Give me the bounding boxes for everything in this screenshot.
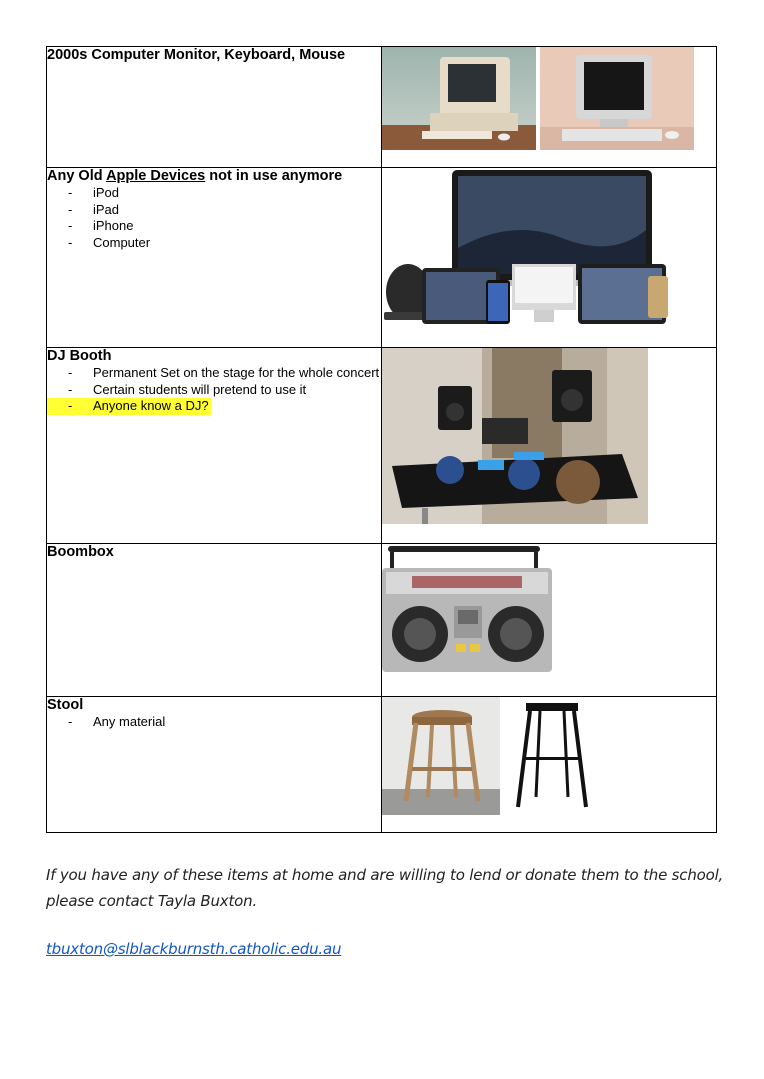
list-item xyxy=(47,382,381,399)
item-title-prefix: Any Old xyxy=(47,168,107,184)
item-title-underlined: Apple Devices xyxy=(106,168,206,184)
bullet-list xyxy=(47,185,381,251)
item-image-cell xyxy=(382,348,717,544)
item-image-cell xyxy=(382,47,717,168)
bullet-text: iPhone xyxy=(93,218,134,233)
list-item xyxy=(47,202,381,219)
black-metal-stool-photo-icon xyxy=(512,697,592,815)
list-item xyxy=(47,218,381,235)
highlighted-bullet xyxy=(47,398,211,415)
bullet-text: Anyone know a DJ? xyxy=(93,398,209,413)
bullet-marker: - xyxy=(68,714,73,729)
dj-booth-photo-icon xyxy=(382,348,648,524)
list-item xyxy=(47,398,381,415)
table-row xyxy=(47,348,717,544)
bullet-marker: - xyxy=(68,398,73,413)
table-row xyxy=(47,697,717,833)
boombox-photo-icon xyxy=(382,544,554,676)
bullet-marker: - xyxy=(68,201,73,217)
item-image-cell xyxy=(382,697,717,833)
item-title: DJ Booth xyxy=(47,348,112,364)
item-image-cell xyxy=(382,544,717,697)
list-item xyxy=(47,714,381,731)
item-title-suffix: not in use anymore xyxy=(205,168,343,184)
item-description-cell xyxy=(47,168,382,348)
bullet-marker: - xyxy=(68,365,73,380)
item-title xyxy=(47,168,381,185)
bullet-list xyxy=(47,365,381,415)
apple-devices-photo-icon xyxy=(382,168,672,328)
beige-crt-computer-photo-icon xyxy=(382,47,536,150)
item-description-cell xyxy=(47,697,382,833)
bullet-marker: - xyxy=(68,234,73,250)
footer-message: If you have any of these items at home and are willing to lend or donate them to the school, please contact Tayla Buxton. xyxy=(46,866,724,910)
item-description-cell xyxy=(47,348,382,544)
item-description-cell xyxy=(47,544,382,697)
bullet-marker: - xyxy=(68,218,73,233)
bullet-marker: - xyxy=(68,185,73,200)
item-title: Stool xyxy=(47,697,84,713)
bullet-text: Certain students will pretend to use it xyxy=(93,381,307,397)
item-description-cell xyxy=(47,47,382,168)
bullet-text: Any material xyxy=(93,714,166,729)
bullet-text: Computer xyxy=(93,234,151,250)
bullet-list xyxy=(47,714,381,731)
wooden-stool-photo-icon xyxy=(382,697,500,815)
bullet-marker: - xyxy=(68,381,73,397)
list-item xyxy=(47,185,381,202)
list-item xyxy=(47,235,381,252)
list-item xyxy=(47,365,381,382)
item-image-cell xyxy=(382,168,717,348)
table-row xyxy=(47,544,717,697)
contact-email-link[interactable]: tbuxton@slblackburnsth.catholic.edu.au xyxy=(46,940,342,958)
bullet-text: Permanent Set on the stage for the whole concert xyxy=(93,365,380,380)
bullet-text: iPad xyxy=(93,201,120,217)
white-crt-monitor-photo-icon xyxy=(540,47,694,150)
table-row xyxy=(47,47,717,168)
props-table xyxy=(46,46,717,833)
item-title: 2000s Computer Monitor, Keyboard, Mouse xyxy=(47,47,346,63)
table-row xyxy=(47,168,717,348)
bullet-text: iPod xyxy=(93,185,120,200)
item-title: Boombox xyxy=(47,544,114,560)
